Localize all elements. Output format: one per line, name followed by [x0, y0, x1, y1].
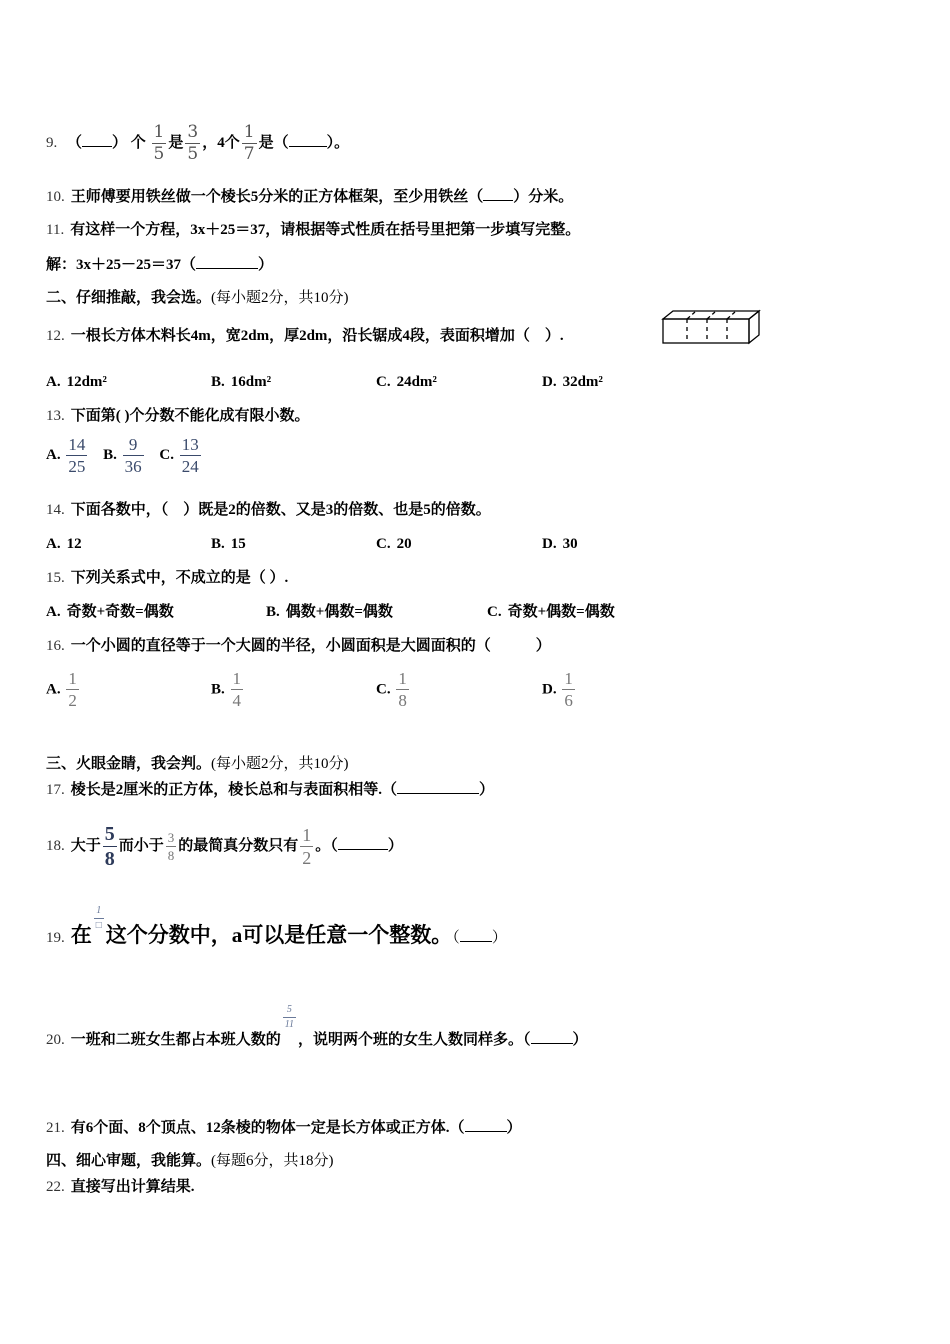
- answer-blank[interactable]: [82, 132, 112, 147]
- question-20: 20. 一班和二班女生都占本班人数的 $\frac{5}{11}$ ，说明两个班的女生人数同样多。（ ）: [46, 1004, 588, 1048]
- question-15: 15. 下列关系式中，不成立的是（ ）.: [46, 570, 289, 586]
- question-number: 11.: [46, 222, 65, 238]
- question-number: 16.: [46, 638, 65, 654]
- question-11: 11. 有这样一个方程，3x＋25＝37，请根据等式性质在括号里把第一步填写完整。: [46, 222, 581, 238]
- fraction: $\frac{3}{5}$: [187, 122, 199, 164]
- question-12: 12. 一根长方体木料长4m，宽2dm，厚2dm，沿长锯成4段，表面积增加（ ）.: [46, 328, 564, 344]
- option-b[interactable]: B. 16dm²: [211, 374, 272, 390]
- option-a[interactable]: A. 12: [46, 536, 82, 552]
- option-c[interactable]: C. 奇数+偶数=偶数: [487, 604, 615, 620]
- fraction: $\frac{3}{8}$: [167, 830, 175, 863]
- option-a[interactable]: A. $\frac{14}{25}$: [46, 435, 86, 476]
- question-number: 20.: [46, 1032, 65, 1048]
- fraction: $\frac{5}{8}$: [104, 823, 115, 870]
- question-number: 13.: [46, 408, 65, 424]
- question-13: 13. 下面第( )个分数不能化成有限小数。: [46, 408, 310, 424]
- option-a[interactable]: A. $\frac{1}{2}$: [46, 669, 77, 710]
- fraction: $\frac{13}{24}$: [181, 435, 199, 476]
- question-14: 14. 下面各数中，（ ）既是2的倍数、又是3的倍数、也是5的倍数。: [46, 502, 491, 518]
- question-number: 10.: [46, 189, 65, 205]
- fraction: $\frac{1}{7}$: [243, 122, 255, 164]
- answer-blank[interactable]: [465, 1117, 507, 1132]
- option-b[interactable]: B. $\frac{1}{4}$: [211, 669, 242, 710]
- question-22: 22. 直接写出计算结果.: [46, 1179, 195, 1195]
- question-9: 9. （ ） 个 $\frac{1}{5}$ 是 $\frac{3}{5}$ ，4个 $\frac{1}{7}$ 是（ ）。: [46, 122, 350, 164]
- question-number: 21.: [46, 1120, 65, 1136]
- question-number: 17.: [46, 782, 65, 798]
- option-c[interactable]: C. $\frac{1}{8}$: [376, 669, 407, 710]
- answer-blank[interactable]: [531, 1029, 573, 1044]
- answer-blank[interactable]: [338, 835, 388, 850]
- option-d[interactable]: D. 32dm²: [542, 374, 603, 390]
- cuboid-figure-icon: [661, 309, 761, 345]
- question-11-solution: 解：3x＋25－25＝37（ ）: [46, 254, 273, 275]
- fraction: $\frac{1}{2}$: [68, 669, 77, 710]
- question-number: 19.: [46, 930, 65, 946]
- option-b[interactable]: B. 15: [211, 536, 246, 552]
- question-19: 19. 在 $\frac{1}{□}$ 这个分数中，a可以是任意一个整数。（ ）: [46, 905, 507, 947]
- answer-blank[interactable]: [289, 132, 327, 147]
- question-number: 12.: [46, 328, 65, 344]
- option-d[interactable]: D. 30: [542, 536, 578, 552]
- question-10: 10. 王师傅要用铁丝做一个棱长5分米的正方体框架，至少用铁丝（ ）分米。: [46, 186, 573, 207]
- option-d[interactable]: D. $\frac{1}{6}$: [542, 669, 573, 710]
- fraction: $\frac{1}{8}$: [398, 669, 407, 710]
- question-21: 21. 有6个面、8个顶点、12条棱的物体一定是长方体或正方体.（ ）: [46, 1117, 522, 1138]
- question-12-options: [46, 372, 746, 392]
- option-c[interactable]: C. $\frac{13}{24}$: [159, 435, 199, 476]
- fraction: $\frac{1}{5}$: [153, 122, 165, 164]
- question-18: 18. 大于 $\frac{5}{8}$ 而小于 $\frac{3}{8}$ 的最简真分数只有 $\frac{1}{2}$ 。（ ）: [46, 823, 403, 870]
- option-a[interactable]: A. 12dm²: [46, 374, 107, 390]
- answer-blank[interactable]: [397, 779, 479, 794]
- answer-blank[interactable]: [196, 254, 258, 269]
- question-16-options: [46, 670, 746, 718]
- fraction: $\frac{1}{4}$: [232, 669, 242, 710]
- question-17: 17. 棱长是2厘米的正方体，棱长总和与表面积相等.（ ）: [46, 779, 494, 800]
- fraction: $\frac{1}{6}$: [564, 669, 573, 710]
- fraction: $\frac{14}{25}$: [68, 435, 86, 476]
- fraction: $\frac{5}{11}$: [284, 1004, 295, 1030]
- question-number: 18.: [46, 837, 65, 854]
- fraction: $\frac{9}{36}$: [124, 435, 142, 476]
- section-4-heading: 四、细心审题，我能算。(每题6分，共18分): [46, 1153, 334, 1169]
- option-b[interactable]: B. 偶数+偶数=偶数: [266, 604, 393, 620]
- question-13-options: [46, 436, 203, 475]
- section-3-heading: 三、火眼金睛，我会判。(每小题2分，共10分): [46, 756, 349, 772]
- answer-blank[interactable]: [483, 186, 513, 201]
- option-a[interactable]: A. 奇数+奇数=偶数: [46, 604, 174, 620]
- fraction: $\frac{1}{□}$: [95, 905, 102, 931]
- question-15-options: [46, 602, 746, 622]
- option-c[interactable]: C. 20: [376, 536, 412, 552]
- question-number: 15.: [46, 570, 65, 586]
- question-number: 14.: [46, 502, 65, 518]
- question-number: 9.: [46, 134, 58, 151]
- fraction: $\frac{1}{2}$: [302, 825, 312, 868]
- question-number: 22.: [46, 1179, 65, 1195]
- option-b[interactable]: B. $\frac{9}{36}$: [103, 435, 142, 476]
- answer-blank[interactable]: [460, 927, 492, 942]
- question-16: 16. 一个小圆的直径等于一个大圆的半径，小圆面积是大圆面积的（ ）: [46, 638, 551, 654]
- section-2-heading: 二、仔细推敲，我会选。(每小题2分，共10分): [46, 290, 349, 306]
- option-c[interactable]: C. 24dm²: [376, 374, 437, 390]
- question-14-options: [46, 534, 746, 554]
